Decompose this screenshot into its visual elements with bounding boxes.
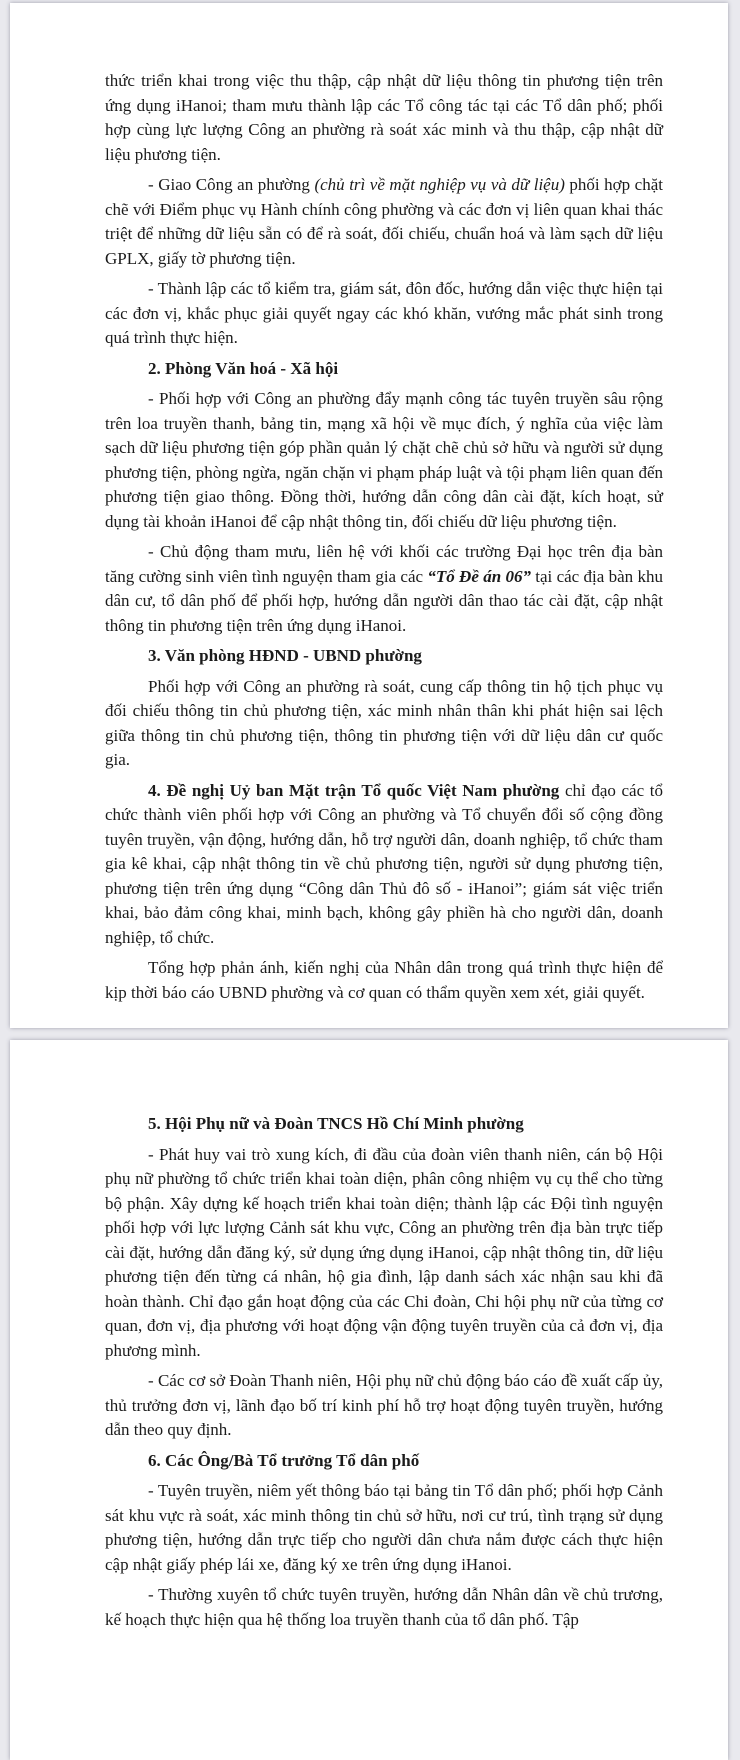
text-run: - Thường xuyên tổ chức tuyên truyền, hướng dẫn Nhân dân về chủ trương, kế hoạch thực hiện qua hệ thống loa truyền thanh của tổ dân phố. Tập: [105, 1585, 663, 1629]
paragraph: [105, 1143, 663, 1364]
text-run: - Tuyên truyền, niêm yết thông báo tại bảng tin Tổ dân phố; phối hợp Cảnh sát khu vực rà soát, xác minh thông tin chủ sở hữu, nơi cư trú, tình trạng sử dụng phương tiện, hướng dẫn trực tiếp cho người dân chưa nắm được cách thực hiện cập nhật giấy phép lái xe, đăng ký xe trên ứng dụng iHanoi.: [105, 1481, 663, 1574]
text-run: phối hợp chặt chẽ với Điểm phục vụ Hành chính công phường và các đơn vị liên quan khai thác triệt để những dữ liệu sẵn có để rà soát, đối chiếu, chuẩn hoá và làm sạch dữ liệu GPLX, giấy tờ phương tiện.: [105, 175, 663, 268]
text-run: - Phối hợp với Công an phường đẩy mạnh công tác tuyên truyền sâu rộng trên loa truyền thanh, bảng tin, mạng xã hội về mục đích, ý nghĩa của việc làm sạch dữ liệu phương tiện góp phần quản lý chặt chẽ chủ sở hữu và người sử dụng phương tiện, phòng ngừa, ngăn chặn vi phạm pháp luật và tội phạm liên quan đến phương tiện giao thông. Đồng thời, hướng dẫn công dân cài đặt, kích hoạt, sử dụng tài khoản iHanoi để cập nhật thông tin, đối chiếu dữ liệu phương tiện.: [105, 389, 663, 531]
paragraph: [105, 1583, 663, 1632]
text-run: - Chủ động tham mưu, liên hệ với khối các trường Đại học trên địa bàn tăng cường sinh viên tình nguyện tham gia các: [105, 542, 663, 586]
paragraph: [105, 1479, 663, 1577]
text-run: Tổng hợp phản ánh, kiến nghị của Nhân dân trong quá trình thực hiện để kịp thời báo cáo UBND phường và cơ quan có thẩm quyền xem xét, giải quyết.: [105, 958, 663, 1002]
text-run: “Tổ Đề án 06”: [427, 566, 531, 586]
text-run: 3. Văn phòng HĐND - UBND phường: [148, 646, 422, 665]
paragraph: [105, 277, 663, 351]
text-run: - Thành lập các tổ kiểm tra, giám sát, đôn đốc, hướng dẫn việc thực hiện tại các đơn vị, khắc phục giải quyết ngay các khó khăn, vướng mắc phát sinh trong quá trình thực hiện.: [105, 279, 663, 347]
text-run: - Các cơ sở Đoàn Thanh niên, Hội phụ nữ chủ động báo cáo đề xuất cấp ủy, thủ trưởng đơn vị, lãnh đạo bố trí kinh phí hỗ trợ hoạt động tuyên truyền, hướng dẫn theo quy định.: [105, 1371, 663, 1439]
text-run: thức triển khai trong việc thu thập, cập nhật dữ liệu thông tin phương tiện trên ứng dụng iHanoi; tham mưu thành lập các Tổ công tác tại các Tổ dân phố; phối hợp cùng lực lượng Công an phường rà soát xác minh và thu thập, cập nhật dữ liệu phương tiện.: [105, 71, 663, 164]
page-1: [10, 3, 728, 1028]
text-run: (chủ trì về mặt nghiệp vụ và dữ liệu): [314, 175, 565, 194]
text-run: 4. Đề nghị Uỷ ban Mặt trận Tổ quốc Việt Nam phường: [148, 780, 560, 800]
section-heading: [105, 1112, 663, 1137]
paragraph: [105, 173, 663, 271]
text-run: 6. Các Ông/Bà Tổ trưởng Tổ dân phố: [148, 1450, 420, 1470]
paragraph: [105, 956, 663, 1005]
section-heading: [105, 1449, 663, 1474]
paragraph: [105, 387, 663, 534]
paragraph: [105, 675, 663, 773]
text-run: - Giao Công an phường: [148, 175, 315, 194]
section-heading: [105, 357, 663, 382]
text-run: tại các địa bàn khu dân cư, tổ dân phố để phối hợp, hướng dẫn người dân thao tác cài đặt, cập nhật thông tin phương tiện trên ứng dụng iHanoi.: [105, 566, 663, 635]
paragraph: [105, 779, 663, 951]
page-2: [10, 1040, 728, 1760]
text-run: 2. Phòng Văn hoá - Xã hội: [148, 358, 339, 378]
paragraph: [105, 540, 663, 638]
text-run: - Phát huy vai trò xung kích, đi đầu của đoàn viên thanh niên, cán bộ Hội phụ nữ phường tổ chức triển khai toàn diện, phân công nhiệm vụ cụ thể cho từng bộ phận. Xây dựng kế hoạch triển khai toàn diện; thành lập các Đội tình nguyện phối hợp với lực lượng Cảnh sát khu vực, Công an phường trên địa bàn trực tiếp cài đặt, hướng dẫn đăng ký, sử dụng ứng dụng iHanoi, cập nhật thông tin, dữ liệu phương tiện đến từng cá nhân, hộ gia đình, lập danh sách xác nhận sau khi đã hoàn thành. Chỉ đạo gắn hoạt động của các Chi đoàn, Chi hội phụ nữ của từng cơ quan, đơn vị, địa phương với hoạt động vận động tuyên truyền của cả đơn vị, địa phương mình.: [105, 1144, 663, 1360]
text-run: 5. Hội Phụ nữ và Đoàn TNCS Hồ Chí Minh phường: [148, 1114, 524, 1133]
text-run: chỉ đạo các tổ chức thành viên phối hợp với Công an phường và Tổ chuyển đổi số cộng đồng tuyên truyền, vận động, hướng dẫn, hỗ trợ người dân, doanh nghiệp, tổ chức tham gia kê khai, cập nhật thông tin về chủ phương tiện, người sử dụng phương tiện, phương tiện trên ứng dụng “Công dân Thủ đô số - iHanoi”; giám sát việc triển khai, bảo đảm công khai, minh bạch, không gây phiền hà cho người dân, doanh nghiệp, tổ chức.: [105, 780, 663, 947]
paragraph: [105, 1369, 663, 1443]
paragraph: [105, 69, 663, 167]
section-heading: [105, 644, 663, 669]
text-run: Phối hợp với Công an phường rà soát, cung cấp thông tin hộ tịch phục vụ đối chiếu thông tin chủ phương tiện, xác minh nhân thân khi phát hiện sai lệch giữa thông tin chủ phương tiện, thông tin phương tiện với dữ liệu dân cư quốc gia.: [105, 676, 663, 769]
